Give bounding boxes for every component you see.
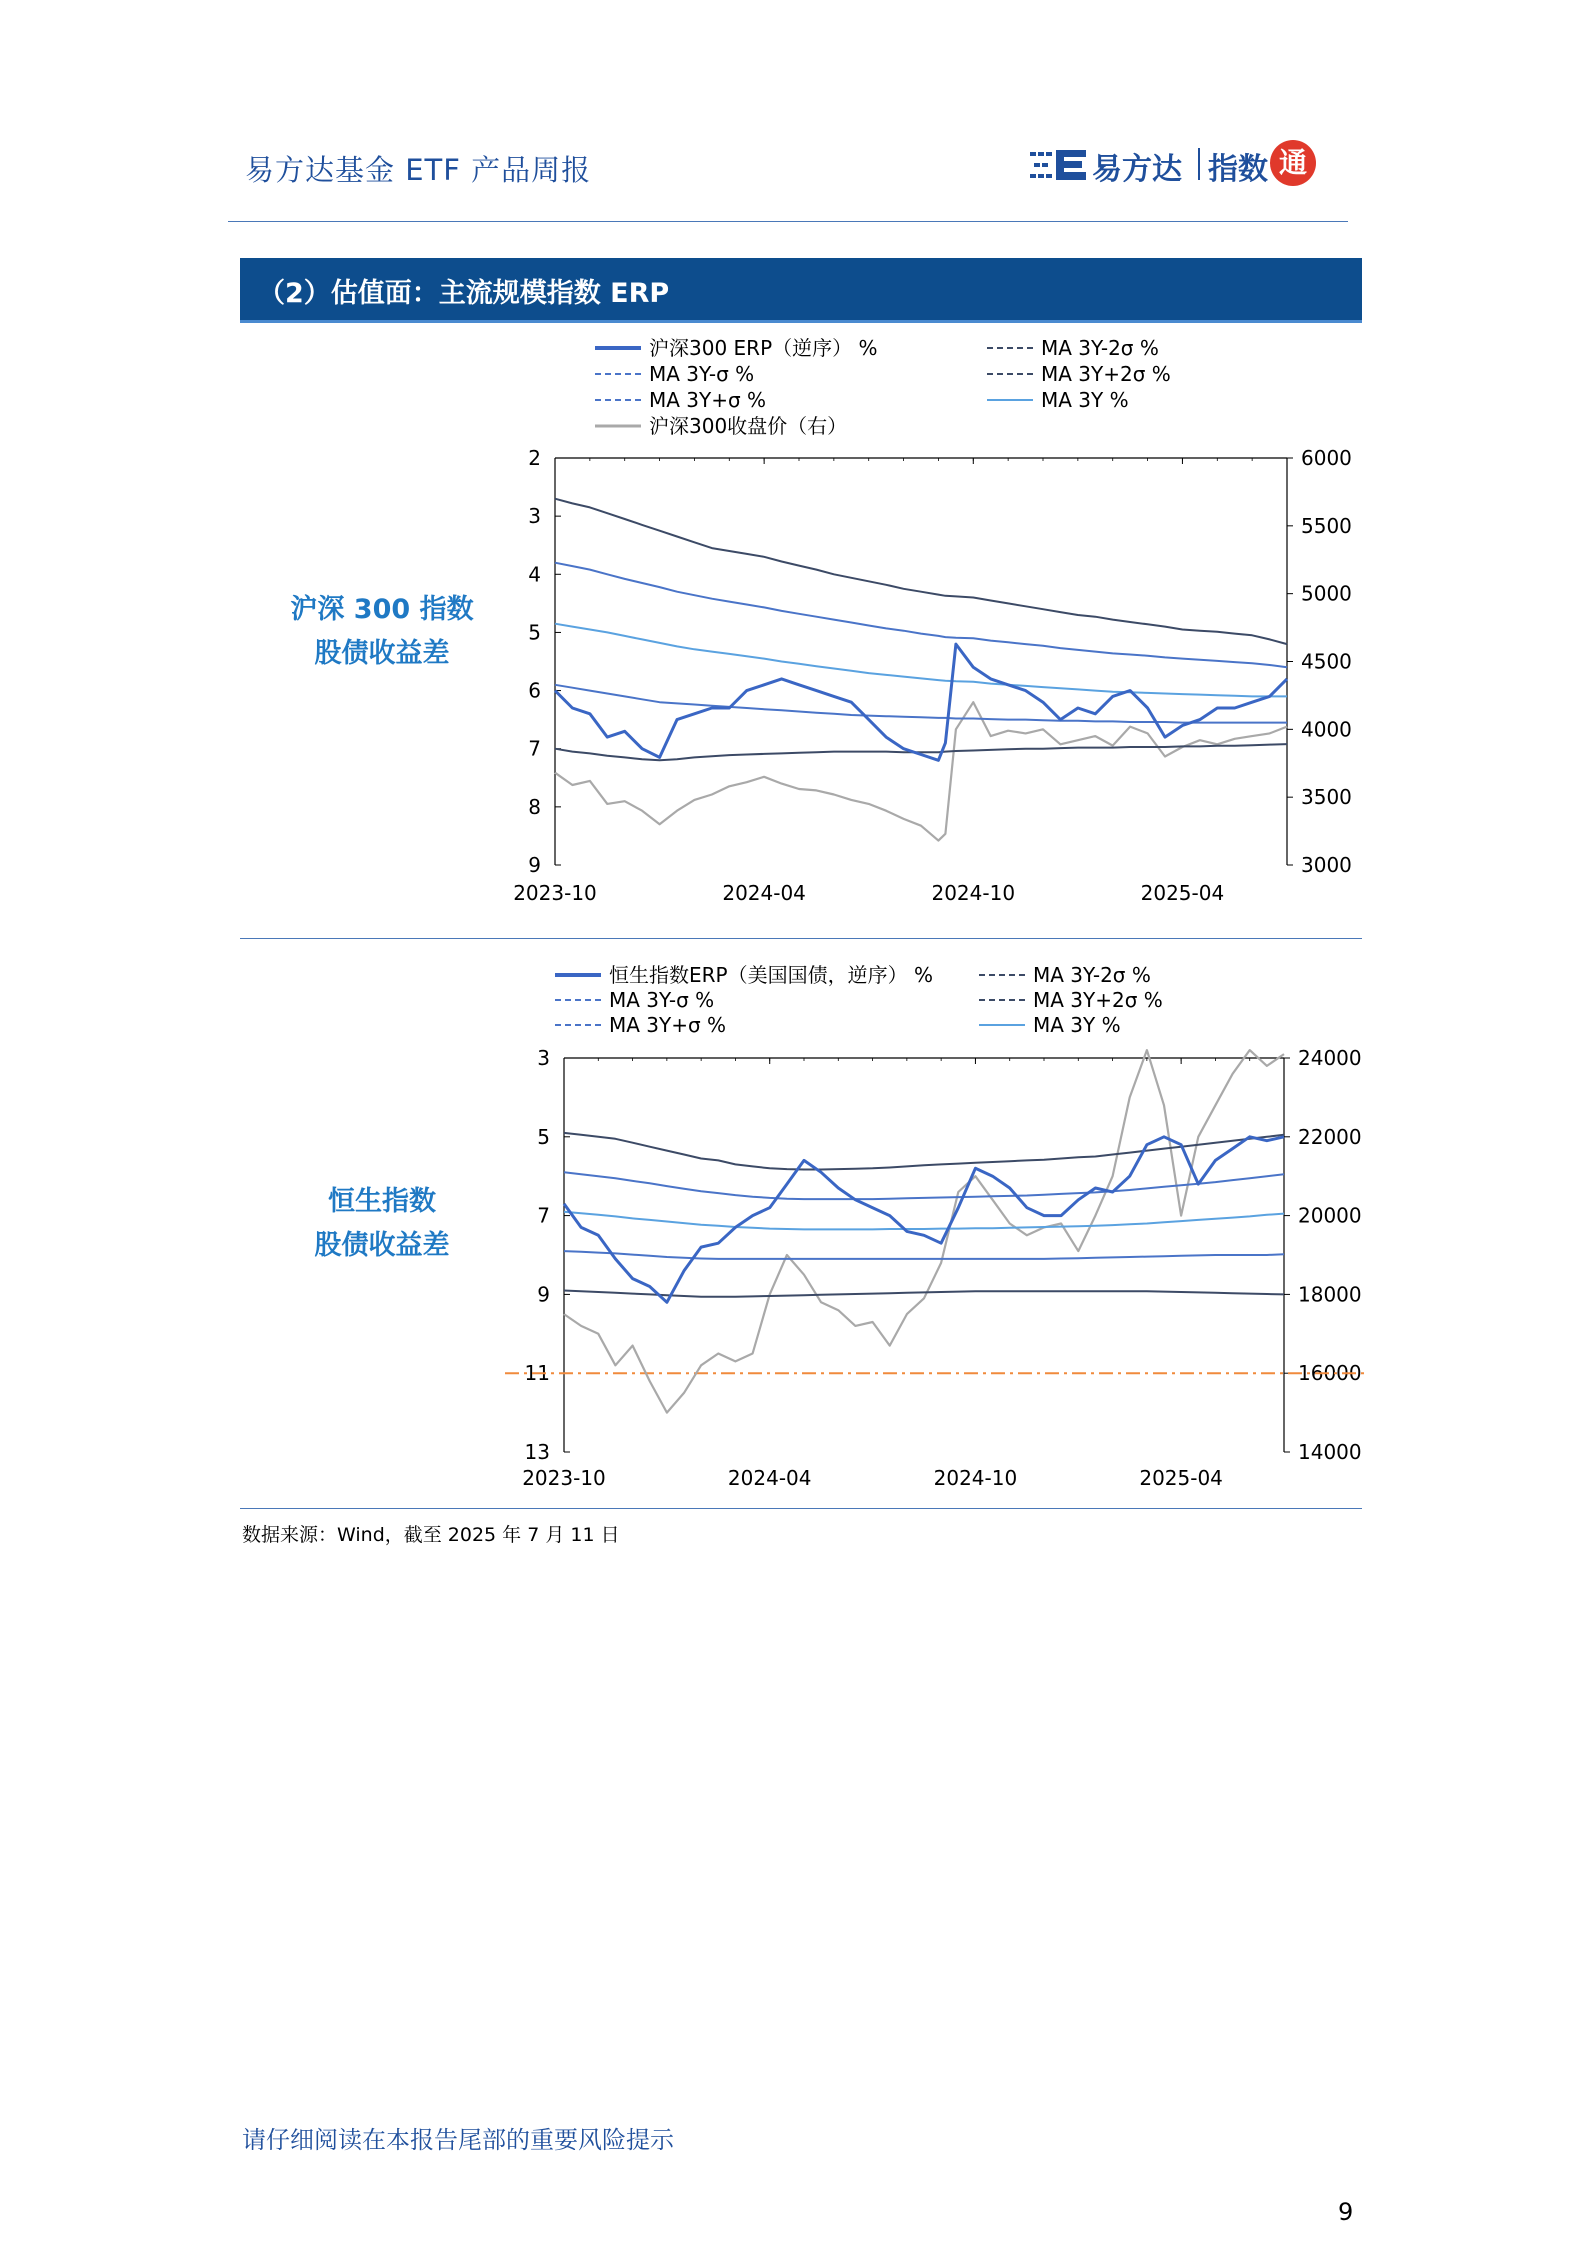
left-axis-tick-label: 7	[528, 736, 541, 761]
row-label-line1: 沪深 300 指数	[290, 594, 474, 625]
row-label-line2: 股债收益差	[314, 1230, 450, 1261]
right-axis-tick-label: 5000	[1301, 581, 1352, 606]
logo-e-icon	[1030, 148, 1090, 182]
left-axis-tick-label: 9	[528, 853, 541, 877]
legend-label-erp: 沪深300 ERP（逆序） %	[649, 336, 878, 360]
left-axis-tick-label: 5	[528, 620, 541, 645]
right-axis-tick-label: 22000	[1298, 1124, 1362, 1149]
legend-label-erp: 恒生指数ERP（美国国债，逆序） %	[609, 963, 933, 987]
right-axis-tick-label: 5500	[1301, 513, 1352, 538]
row-label-line1: 恒生指数	[328, 1186, 436, 1217]
page-number: 9	[1338, 2198, 1354, 2226]
section-title: （2）估值面：主流规模指数 ERP	[258, 278, 670, 309]
series-ma_minus_2sigma	[555, 499, 1287, 644]
row-divider	[240, 938, 1362, 939]
right-axis-tick-label: 4000	[1301, 717, 1352, 742]
brand-logo	[1030, 140, 1310, 190]
series-ma_minus_2sigma	[564, 1133, 1284, 1170]
row-label-line2: 股债收益差	[314, 638, 450, 669]
section-banner	[240, 258, 1362, 323]
left-axis-tick-label: 3	[537, 1046, 550, 1070]
left-axis-tick-label: 8	[528, 794, 541, 819]
legend-label-ma_plus_sigma: MA 3Y+σ %	[649, 388, 767, 412]
series-ma3y	[564, 1212, 1284, 1230]
logo-divider	[1198, 148, 1200, 180]
legend-label-ma3y: MA 3Y %	[1033, 1013, 1121, 1037]
right-axis-tick-label: 3500	[1301, 785, 1352, 810]
row-label-csi300	[262, 588, 502, 676]
left-axis-tick-label: 13	[524, 1440, 550, 1464]
legend-label-ma_plus_2sigma: MA 3Y+2σ %	[1033, 988, 1163, 1012]
bottom-divider	[240, 1508, 1362, 1509]
series-price	[564, 1050, 1284, 1413]
right-axis-tick-label: 16000	[1298, 1361, 1362, 1386]
left-axis-tick-label: 6	[528, 678, 541, 703]
left-axis-tick-label: 11	[524, 1361, 550, 1386]
legend-label-ma_minus_sigma: MA 3Y-σ %	[609, 988, 715, 1012]
logo-text-index: 指数	[1208, 152, 1268, 187]
x-axis-tick-label: 2024-04	[727, 1466, 812, 1490]
x-axis-tick-label: 2025-04	[1140, 881, 1225, 905]
x-axis-tick-label: 2024-04	[722, 881, 806, 905]
series-ma_plus_sigma	[564, 1251, 1284, 1259]
row-label-hsi	[262, 1180, 502, 1268]
data-source: 数据来源：Wind，截至 2025 年 7 月 11 日	[242, 1524, 620, 1546]
chart-hsi-erp	[505, 955, 1365, 1500]
x-axis-tick-label: 2024-10	[933, 1466, 1018, 1490]
x-axis-tick-label: 2023-10	[513, 881, 597, 905]
left-axis-tick-label: 3	[528, 504, 541, 529]
report-title: 易方达基金 ETF 产品周报	[245, 153, 592, 187]
right-axis-tick-label: 24000	[1298, 1046, 1362, 1070]
legend-label-ma_minus_2sigma: MA 3Y-2σ %	[1033, 963, 1151, 987]
left-axis-tick-label: 5	[537, 1124, 550, 1149]
legend-label-price: 沪深300收盘价（右）	[649, 414, 848, 438]
header-divider	[228, 221, 1348, 222]
logo-text: 易方达	[1092, 152, 1182, 187]
risk-disclaimer: 请仔细阅读在本报告尾部的重要风险提示	[242, 2126, 674, 2154]
right-axis-tick-label: 20000	[1298, 1203, 1362, 1228]
x-axis-tick-label: 2023-10	[522, 1466, 606, 1490]
right-axis-tick-label: 4500	[1301, 649, 1352, 674]
right-axis-tick-label: 14000	[1298, 1440, 1362, 1464]
right-axis-tick-label: 18000	[1298, 1282, 1362, 1307]
right-axis-tick-label: 6000	[1301, 446, 1352, 470]
x-axis-tick-label: 2024-10	[931, 881, 1016, 905]
x-axis-tick-label: 2025-04	[1139, 1466, 1223, 1490]
legend-label-ma_plus_2sigma: MA 3Y+2σ %	[1041, 362, 1171, 386]
chart-csi300-erp	[505, 328, 1365, 928]
left-axis-tick-label: 2	[528, 446, 541, 470]
legend-label-ma_minus_2sigma: MA 3Y-2σ %	[1041, 336, 1159, 360]
legend-label-ma_minus_sigma: MA 3Y-σ %	[649, 362, 755, 386]
legend-label-ma3y: MA 3Y %	[1041, 388, 1129, 412]
series-ma_plus_sigma	[555, 685, 1287, 723]
legend-label-ma_plus_sigma: MA 3Y+σ %	[609, 1013, 727, 1037]
right-axis-tick-label: 3000	[1301, 853, 1352, 877]
series-ma_minus_sigma	[555, 563, 1287, 668]
logo-seal-icon: 通	[1270, 140, 1316, 186]
left-axis-tick-label: 9	[537, 1282, 550, 1307]
series-erp	[564, 1137, 1284, 1303]
left-axis-tick-label: 7	[537, 1203, 550, 1228]
left-axis-tick-label: 4	[528, 562, 541, 587]
